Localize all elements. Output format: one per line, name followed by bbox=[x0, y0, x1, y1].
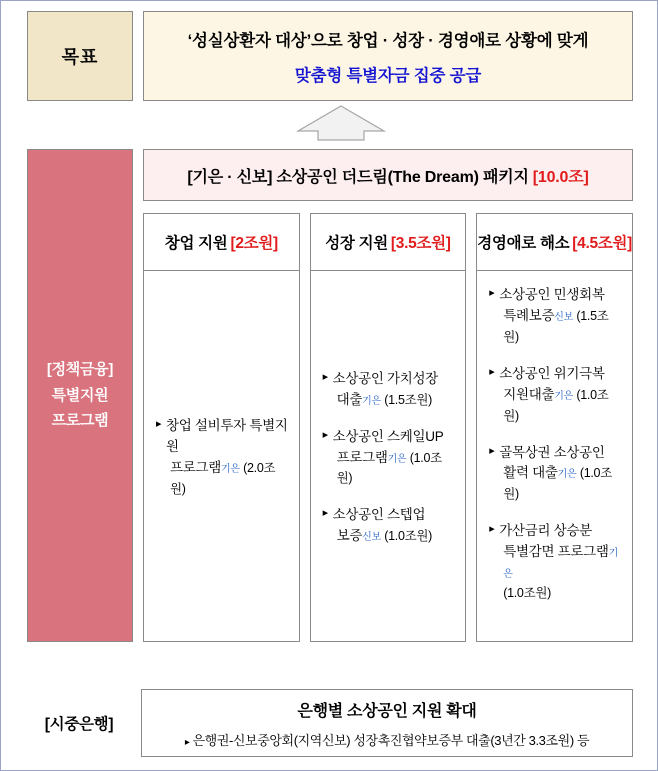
item-line2: 프로그램 bbox=[336, 449, 388, 465]
column-difficulty-title: 경영애로 해소 bbox=[477, 235, 570, 252]
package-amount: [10.0조] bbox=[532, 168, 589, 186]
triangle-bullet-icon: ▸ bbox=[156, 418, 162, 431]
list-item bbox=[489, 443, 622, 506]
item-line2-wrap bbox=[499, 542, 622, 584]
item-amount: (1.5조원) bbox=[384, 392, 433, 407]
item-line1: 소상공인 스케일UP bbox=[332, 428, 444, 444]
goal-body bbox=[143, 11, 633, 101]
item-tag: 기은 bbox=[387, 453, 407, 465]
item-tag: 기은 bbox=[557, 469, 577, 481]
item-line1: 소상공인 스텝업 bbox=[332, 507, 426, 523]
commercial-bank-row bbox=[27, 689, 633, 757]
item-line2: 프로그램 bbox=[170, 460, 221, 475]
package-bar bbox=[143, 149, 633, 201]
policy-finance-label bbox=[27, 149, 133, 642]
item-amount: (1.0조원) bbox=[503, 387, 609, 423]
column-difficulty-relief bbox=[476, 213, 633, 642]
item-tag: 신보 bbox=[554, 311, 573, 323]
item-line1: 소상공인 가치성장 bbox=[332, 370, 439, 386]
item-line2-wrap bbox=[499, 463, 622, 505]
item-line1: 소상공인 위기극복 bbox=[499, 365, 605, 381]
policy-label-line2: 특별지원 bbox=[51, 386, 109, 404]
triangle-bullet-icon: ▸ bbox=[322, 507, 328, 520]
item-line2-wrap bbox=[499, 385, 622, 427]
commercial-bank-body bbox=[141, 689, 633, 757]
item-tag: 기은 bbox=[220, 464, 240, 475]
item-amount: (2.0조원) bbox=[170, 461, 276, 496]
bank-subtext: 은행권-신보중앙회(지역신보) 성장촉진협약보증부 대출(3년간 3.3조원) 등 bbox=[192, 732, 590, 748]
item-line3: (1.0조원) bbox=[503, 586, 552, 601]
list-item bbox=[489, 285, 622, 348]
column-growth-amount: [3.5조원] bbox=[390, 235, 451, 252]
list-item bbox=[323, 505, 456, 547]
bank-subtext-wrap bbox=[185, 730, 589, 749]
goal-row bbox=[27, 11, 633, 101]
goal-text-line2: 맞춤형 특별자금 집중 공급 bbox=[294, 66, 482, 85]
list-item bbox=[489, 364, 622, 427]
triangle-bullet-icon: ▸ bbox=[489, 444, 495, 457]
commercial-bank-label: [시중은행] bbox=[44, 716, 114, 733]
column-startup-header bbox=[144, 214, 299, 271]
column-difficulty-amount: [4.5조원] bbox=[572, 235, 633, 252]
policy-main bbox=[143, 149, 633, 642]
list-item bbox=[323, 427, 456, 490]
item-line2: 활력 대출 bbox=[503, 465, 558, 481]
item-line1: 창업 설비투자 특별지원 bbox=[166, 418, 288, 455]
item-line2-wrap bbox=[166, 458, 289, 500]
item-line2: 특례보증 bbox=[503, 307, 555, 323]
item-line2: 특별감면 프로그램 bbox=[503, 544, 609, 560]
column-growth-header bbox=[311, 214, 466, 271]
item-line2-wrap bbox=[333, 390, 456, 411]
triangle-bullet-icon: ▸ bbox=[322, 370, 328, 383]
triangle-bullet-icon: ▸ bbox=[322, 428, 328, 441]
triangle-bullet-icon: ▸ bbox=[489, 287, 495, 299]
column-startup-body bbox=[144, 271, 299, 641]
triangle-bullet-icon: ▸ bbox=[489, 365, 495, 378]
triangle-bullet-icon: ▸ bbox=[184, 736, 190, 748]
list-item bbox=[156, 416, 289, 500]
item-line2-wrap bbox=[333, 526, 456, 547]
column-difficulty-header bbox=[477, 214, 632, 271]
goal-label: 목표 bbox=[27, 11, 133, 101]
column-growth-support bbox=[310, 213, 467, 642]
item-line1: 가산금리 상승분 bbox=[499, 523, 592, 539]
item-line1: 소상공인 민생회복 bbox=[499, 287, 605, 302]
item-tag: 신보 bbox=[362, 532, 381, 544]
item-line2-wrap bbox=[499, 306, 622, 348]
list-item bbox=[323, 369, 456, 411]
item-line2: 보증 bbox=[336, 528, 363, 544]
item-tag: 기은 bbox=[554, 390, 573, 402]
up-arrow-icon bbox=[256, 104, 426, 144]
item-amount: (1.5조원) bbox=[503, 308, 609, 344]
column-growth-title: 성장 지원 bbox=[325, 235, 388, 252]
column-startup-amount: [2조원] bbox=[230, 235, 278, 252]
list-item bbox=[489, 521, 622, 603]
item-line2: 대출 bbox=[336, 391, 363, 407]
triangle-bullet-icon: ▸ bbox=[489, 523, 495, 536]
item-line1: 골목상권 소상공인 bbox=[499, 444, 605, 460]
item-amount: (1.0조원) bbox=[503, 466, 612, 502]
goal-text-line1: ‘성실상환자 대상’으로 창업 · 성장 · 경영애로 상황에 맞게 bbox=[187, 31, 589, 50]
package-title: [기은 · 신보] 소상공인 더드림(The Dream) 패키지 bbox=[187, 168, 529, 186]
column-difficulty-body bbox=[477, 271, 632, 641]
item-amount: (1.0조원) bbox=[384, 529, 433, 544]
column-growth-body bbox=[311, 271, 466, 641]
item-line2-wrap bbox=[333, 448, 456, 490]
bank-title: 은행별 소상공인 지원 확대 bbox=[297, 702, 477, 720]
policy-label-line3: 프로그램 bbox=[51, 412, 109, 430]
item-line2: 지원대출 bbox=[503, 386, 555, 402]
item-tag: 기은 bbox=[362, 395, 381, 407]
column-startup-title: 창업 지원 bbox=[164, 235, 228, 252]
item-amount: (1.0조원) bbox=[336, 450, 442, 486]
column-startup-support bbox=[143, 213, 300, 642]
policy-finance-row bbox=[27, 149, 633, 642]
support-columns bbox=[143, 213, 633, 642]
policy-label-line1: [정책금융] bbox=[46, 361, 114, 379]
item-tag: 기은 bbox=[503, 548, 619, 581]
